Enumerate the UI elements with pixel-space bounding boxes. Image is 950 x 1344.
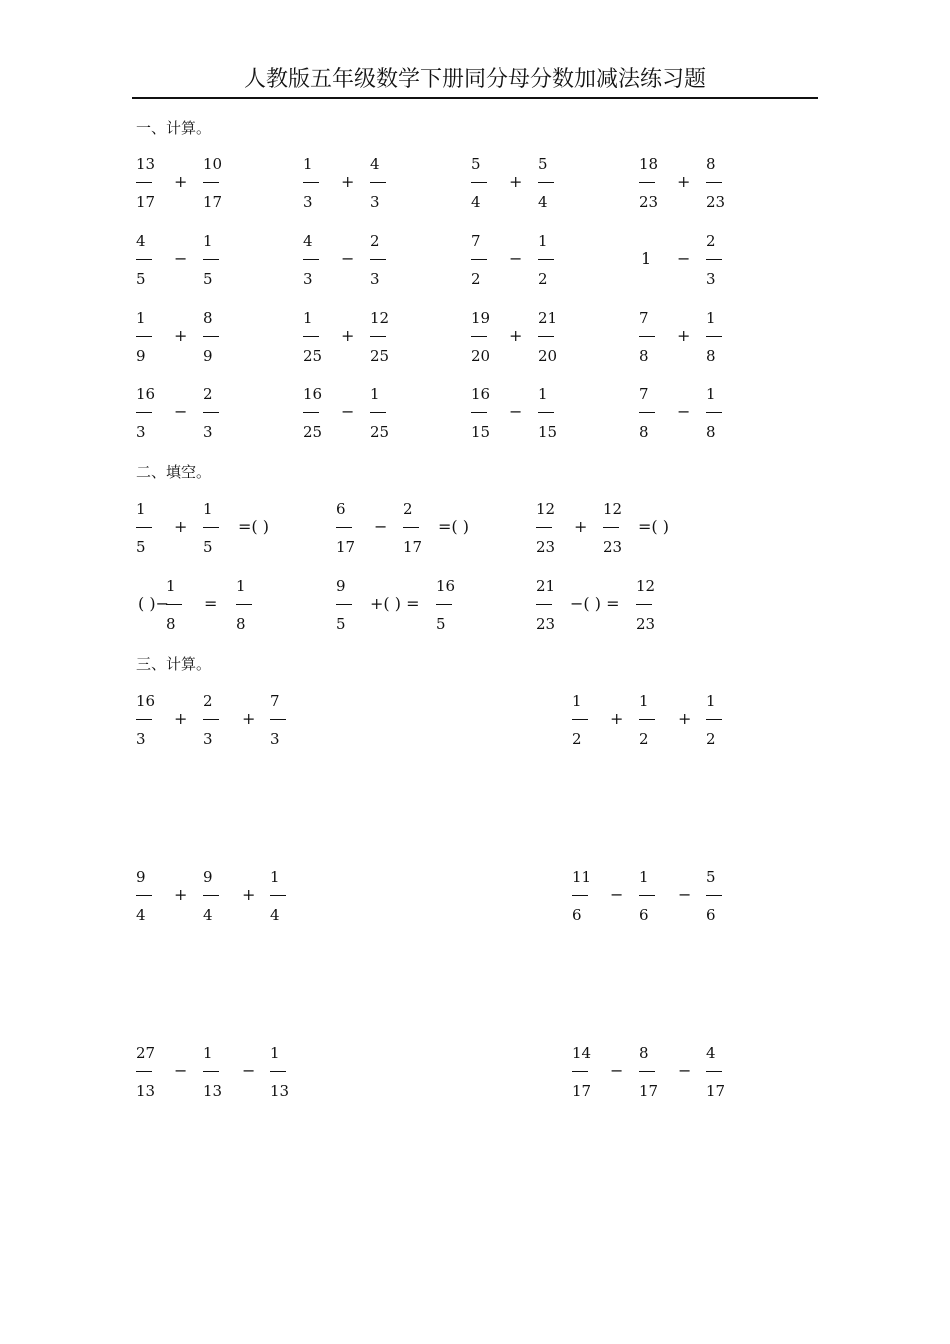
answer-blank[interactable]: ( )−	[138, 594, 169, 613]
fraction-numerator: 2	[370, 232, 380, 250]
fraction-denominator: 9	[136, 347, 146, 365]
fraction-denominator: 25	[370, 347, 390, 365]
fraction-denominator: 8	[639, 423, 649, 441]
fraction-numerator: 1	[706, 692, 716, 710]
fraction-numerator: 1	[370, 385, 380, 403]
fraction-bar	[336, 527, 352, 528]
fraction-numerator: 4	[370, 155, 380, 173]
fraction-denominator: 8	[166, 615, 176, 633]
fraction	[436, 577, 464, 633]
fraction	[270, 692, 298, 748]
fraction-bar	[270, 895, 286, 896]
fraction-numerator: 12	[603, 500, 623, 518]
fraction	[136, 692, 164, 748]
fraction-numerator: 4	[136, 232, 146, 250]
fraction-bar	[639, 182, 655, 183]
fraction-denominator: 23	[639, 193, 659, 211]
fraction-bar	[706, 719, 722, 720]
fraction	[203, 500, 231, 556]
fraction-bar	[303, 182, 319, 183]
fraction-numerator: 1	[706, 309, 716, 327]
fraction	[370, 309, 398, 365]
operator: +	[341, 326, 355, 345]
fraction	[136, 385, 164, 441]
fraction	[403, 500, 431, 556]
fraction-denominator: 23	[536, 538, 556, 556]
fraction-numerator: 18	[639, 155, 659, 173]
fraction-numerator: 1	[236, 577, 246, 595]
fraction	[203, 309, 231, 365]
fraction-numerator: 14	[572, 1044, 592, 1062]
fraction-bar	[336, 604, 352, 605]
fraction-numerator: 5	[538, 155, 548, 173]
operator: −	[509, 402, 523, 421]
fraction-bar	[136, 719, 152, 720]
fraction-numerator: 12	[536, 500, 556, 518]
fraction-numerator: 2	[203, 385, 213, 403]
fraction-numerator: 7	[471, 232, 481, 250]
fraction-denominator: 3	[370, 193, 380, 211]
fraction-numerator: 1	[203, 1044, 213, 1062]
fraction-numerator: 1	[303, 155, 313, 173]
fraction-bar	[603, 527, 619, 528]
fraction-denominator: 5	[436, 615, 446, 633]
fraction-denominator: 5	[336, 615, 346, 633]
fraction-denominator: 6	[639, 906, 649, 924]
fraction-bar	[370, 182, 386, 183]
operator: −	[677, 249, 691, 268]
fraction-bar	[636, 604, 652, 605]
fraction-denominator: 13	[270, 1082, 290, 1100]
fraction	[370, 385, 398, 441]
fraction-numerator: 9	[336, 577, 346, 595]
fraction-bar	[639, 336, 655, 337]
fraction-denominator: 17	[136, 193, 156, 211]
fraction-denominator: 23	[706, 193, 726, 211]
fraction	[639, 1044, 667, 1100]
fraction-numerator: 1	[203, 232, 213, 250]
fraction-numerator: 5	[471, 155, 481, 173]
fraction-denominator: 3	[136, 730, 146, 748]
fraction-bar	[706, 895, 722, 896]
operator: +	[341, 172, 355, 191]
fraction-denominator: 13	[203, 1082, 223, 1100]
page-title: 人教版五年级数学下册同分母分数加减法练习题	[243, 67, 706, 92]
fraction-bar	[706, 182, 722, 183]
fraction-denominator: 17	[706, 1082, 726, 1100]
operator: −	[610, 1061, 624, 1080]
fraction	[136, 1044, 164, 1100]
fraction-bar	[136, 182, 152, 183]
fraction-denominator: 25	[303, 423, 323, 441]
fraction	[471, 232, 499, 288]
fraction-bar	[706, 412, 722, 413]
fraction-numerator: 16	[136, 385, 156, 403]
fraction	[538, 309, 566, 365]
fraction-numerator: 2	[203, 692, 213, 710]
operator: =	[204, 594, 218, 613]
fraction-denominator: 5	[203, 538, 213, 556]
fraction-numerator: 16	[136, 692, 156, 710]
operator: −	[678, 885, 692, 904]
fraction	[706, 232, 734, 288]
fraction-denominator: 5	[136, 538, 146, 556]
operator: +	[610, 709, 624, 728]
fraction-bar	[403, 527, 419, 528]
fraction	[303, 309, 331, 365]
fraction-numerator: 1	[639, 868, 649, 886]
fraction-denominator: 20	[538, 347, 558, 365]
fraction-numerator: 1	[136, 500, 146, 518]
operator: +	[677, 326, 691, 345]
fraction-numerator: 7	[639, 309, 649, 327]
fraction-denominator: 6	[706, 906, 716, 924]
fraction-numerator: 8	[706, 155, 716, 173]
fraction-bar	[538, 336, 554, 337]
fraction	[303, 385, 331, 441]
fraction-numerator: 6	[336, 500, 346, 518]
operator: −	[610, 885, 624, 904]
fraction	[538, 232, 566, 288]
operator: +	[174, 517, 188, 536]
fraction-denominator: 15	[538, 423, 558, 441]
fraction	[639, 155, 667, 211]
fraction-denominator: 2	[471, 270, 481, 288]
fraction	[706, 385, 734, 441]
answer-blank[interactable]: =( )	[438, 517, 469, 536]
fraction-numerator: 9	[203, 868, 213, 886]
fraction-denominator: 17	[403, 538, 423, 556]
fraction-denominator: 3	[203, 423, 213, 441]
fraction-numerator: 16	[303, 385, 323, 403]
fraction-numerator: 12	[370, 309, 390, 327]
fraction-bar	[639, 719, 655, 720]
fraction-numerator: 1	[270, 868, 280, 886]
fraction-bar	[538, 412, 554, 413]
fraction-bar	[136, 895, 152, 896]
fraction-numerator: 8	[203, 309, 213, 327]
fraction-numerator: 21	[536, 577, 556, 595]
fraction-bar	[706, 1071, 722, 1072]
operator: +	[242, 885, 256, 904]
operator: −	[678, 1061, 692, 1080]
fraction	[639, 692, 667, 748]
fraction-numerator: 12	[636, 577, 656, 595]
fraction-denominator: 17	[203, 193, 223, 211]
fraction	[336, 500, 364, 556]
fraction-numerator: 2	[403, 500, 413, 518]
fraction-denominator: 3	[203, 730, 213, 748]
fraction-denominator: 23	[636, 615, 656, 633]
answer-blank[interactable]: +( ) =	[370, 594, 420, 613]
operator: 1	[641, 249, 652, 268]
fraction-bar	[203, 412, 219, 413]
fraction-denominator: 4	[538, 193, 548, 211]
fraction	[572, 1044, 600, 1100]
fraction	[706, 1044, 734, 1100]
operator: −	[341, 249, 355, 268]
fraction-denominator: 2	[639, 730, 649, 748]
fraction-bar	[136, 336, 152, 337]
fraction-denominator: 17	[572, 1082, 592, 1100]
fraction	[572, 692, 600, 748]
fraction-bar	[706, 259, 722, 260]
operator: +	[174, 326, 188, 345]
fraction-denominator: 3	[706, 270, 716, 288]
fraction-bar	[203, 259, 219, 260]
fraction-bar	[203, 182, 219, 183]
fraction-numerator: 1	[303, 309, 313, 327]
fraction	[636, 577, 664, 633]
fraction-denominator: 4	[136, 906, 146, 924]
fraction	[166, 577, 194, 633]
operator: +	[174, 709, 188, 728]
operator: −	[174, 402, 188, 421]
fraction-bar	[471, 259, 487, 260]
fraction	[639, 309, 667, 365]
fraction-bar	[303, 259, 319, 260]
fraction-denominator: 8	[236, 615, 246, 633]
fraction-bar	[136, 1071, 152, 1072]
fraction	[136, 155, 164, 211]
fraction-denominator: 8	[706, 423, 716, 441]
operator: −	[341, 402, 355, 421]
fraction-numerator: 21	[538, 309, 558, 327]
fraction	[270, 1044, 298, 1100]
fraction	[203, 155, 231, 211]
fraction-bar	[236, 604, 252, 605]
fraction-denominator: 23	[603, 538, 623, 556]
fraction-bar	[270, 1071, 286, 1072]
fraction-numerator: 1	[639, 692, 649, 710]
fraction	[706, 692, 734, 748]
fraction-bar	[370, 412, 386, 413]
fraction-numerator: 1	[203, 500, 213, 518]
fraction-bar	[203, 527, 219, 528]
fraction	[203, 692, 231, 748]
fraction-denominator: 8	[639, 347, 649, 365]
operator: +	[174, 172, 188, 191]
fraction-numerator: 11	[572, 868, 592, 886]
fraction	[471, 309, 499, 365]
operator: +	[174, 885, 188, 904]
operator: −	[677, 402, 691, 421]
fraction-denominator: 5	[136, 270, 146, 288]
fraction-numerator: 5	[706, 868, 716, 886]
fraction-bar	[536, 604, 552, 605]
fraction-numerator: 4	[706, 1044, 716, 1062]
fraction-denominator: 9	[203, 347, 213, 365]
operator: −	[509, 249, 523, 268]
fraction-bar	[471, 336, 487, 337]
fraction-bar	[203, 895, 219, 896]
fraction-bar	[639, 895, 655, 896]
fraction-bar	[436, 604, 452, 605]
fraction	[203, 385, 231, 441]
fraction-denominator: 4	[203, 906, 213, 924]
fraction-denominator: 25	[303, 347, 323, 365]
fraction	[538, 385, 566, 441]
fraction-numerator: 4	[303, 232, 313, 250]
fraction	[136, 232, 164, 288]
operator: +	[242, 709, 256, 728]
fraction-bar	[538, 259, 554, 260]
fraction-bar	[166, 604, 182, 605]
fraction-denominator: 3	[270, 730, 280, 748]
fraction	[203, 1044, 231, 1100]
operator: −	[242, 1061, 256, 1080]
fraction	[203, 868, 231, 924]
fraction-numerator: 1	[706, 385, 716, 403]
fraction-bar	[471, 182, 487, 183]
fraction-numerator: 16	[436, 577, 456, 595]
fraction-bar	[370, 259, 386, 260]
operator: −	[374, 517, 388, 536]
fraction-numerator: 1	[136, 309, 146, 327]
fraction-denominator: 2	[572, 730, 582, 748]
fraction-bar	[639, 1071, 655, 1072]
fraction	[370, 232, 398, 288]
operator: −	[174, 1061, 188, 1080]
fraction-denominator: 3	[370, 270, 380, 288]
fraction-denominator: 5	[203, 270, 213, 288]
fraction-denominator: 4	[471, 193, 481, 211]
fraction-bar	[538, 182, 554, 183]
fraction-denominator: 20	[471, 347, 491, 365]
fraction	[536, 577, 564, 633]
fraction-numerator: 8	[639, 1044, 649, 1062]
fraction-bar	[303, 412, 319, 413]
fraction-denominator: 3	[303, 270, 313, 288]
operator: +	[678, 709, 692, 728]
fraction-denominator: 2	[538, 270, 548, 288]
fraction	[471, 385, 499, 441]
fraction	[303, 232, 331, 288]
fraction	[706, 309, 734, 365]
fraction	[136, 500, 164, 556]
fraction-bar	[203, 719, 219, 720]
fraction-bar	[203, 1071, 219, 1072]
fraction-numerator: 7	[639, 385, 649, 403]
fraction-numerator: 1	[166, 577, 176, 595]
fraction-bar	[370, 336, 386, 337]
fraction-denominator: 15	[471, 423, 491, 441]
fraction-denominator: 3	[303, 193, 313, 211]
fraction	[603, 500, 631, 556]
fraction-bar	[706, 336, 722, 337]
fraction-bar	[572, 1071, 588, 1072]
operator: −	[174, 249, 188, 268]
fraction-denominator: 3	[136, 423, 146, 441]
fraction-numerator: 1	[270, 1044, 280, 1062]
fraction-numerator: 19	[471, 309, 491, 327]
fraction-denominator: 6	[572, 906, 582, 924]
section-1-label: 一、计算。	[136, 119, 212, 137]
fraction	[706, 155, 734, 211]
fraction	[136, 309, 164, 365]
operator: +	[574, 517, 588, 536]
fraction-numerator: 27	[136, 1044, 156, 1062]
fraction-bar	[136, 527, 152, 528]
fraction	[303, 155, 331, 211]
section-2-label: 二、填空。	[136, 463, 212, 481]
fraction	[572, 868, 600, 924]
fraction	[639, 385, 667, 441]
fraction-denominator: 13	[136, 1082, 156, 1100]
fraction	[538, 155, 566, 211]
fraction-bar	[572, 719, 588, 720]
fraction-denominator: 25	[370, 423, 390, 441]
answer-blank[interactable]: =( )	[638, 517, 669, 536]
fraction	[706, 868, 734, 924]
fraction-numerator: 16	[471, 385, 491, 403]
fraction	[236, 577, 264, 633]
section-3-label: 三、计算。	[136, 655, 212, 673]
fraction-bar	[303, 336, 319, 337]
fraction	[203, 232, 231, 288]
fraction-denominator: 17	[336, 538, 356, 556]
fraction-numerator: 1	[538, 232, 548, 250]
fraction	[639, 868, 667, 924]
fraction-denominator: 2	[706, 730, 716, 748]
fraction-numerator: 10	[203, 155, 223, 173]
fraction-bar	[203, 336, 219, 337]
fraction-bar	[639, 412, 655, 413]
fraction-denominator: 23	[536, 615, 556, 633]
answer-blank[interactable]: −( ) =	[570, 594, 620, 613]
fraction-numerator: 13	[136, 155, 156, 173]
fraction-bar	[471, 412, 487, 413]
fraction-denominator: 17	[639, 1082, 659, 1100]
fraction-numerator: 1	[572, 692, 582, 710]
fraction-bar	[536, 527, 552, 528]
fraction-numerator: 2	[706, 232, 716, 250]
operator: +	[509, 172, 523, 191]
fraction-bar	[136, 412, 152, 413]
operator: +	[677, 172, 691, 191]
fraction-bar	[572, 895, 588, 896]
fraction	[471, 155, 499, 211]
fraction-bar	[270, 719, 286, 720]
fraction	[336, 577, 364, 633]
fraction	[136, 868, 164, 924]
fraction-numerator: 1	[538, 385, 548, 403]
fraction-denominator: 4	[270, 906, 280, 924]
answer-blank[interactable]: =( )	[238, 517, 269, 536]
operator: +	[509, 326, 523, 345]
fraction	[370, 155, 398, 211]
fraction-numerator: 7	[270, 692, 280, 710]
fraction	[536, 500, 564, 556]
title-underline	[132, 97, 818, 99]
fraction-bar	[136, 259, 152, 260]
fraction-denominator: 8	[706, 347, 716, 365]
fraction	[270, 868, 298, 924]
fraction-numerator: 9	[136, 868, 146, 886]
